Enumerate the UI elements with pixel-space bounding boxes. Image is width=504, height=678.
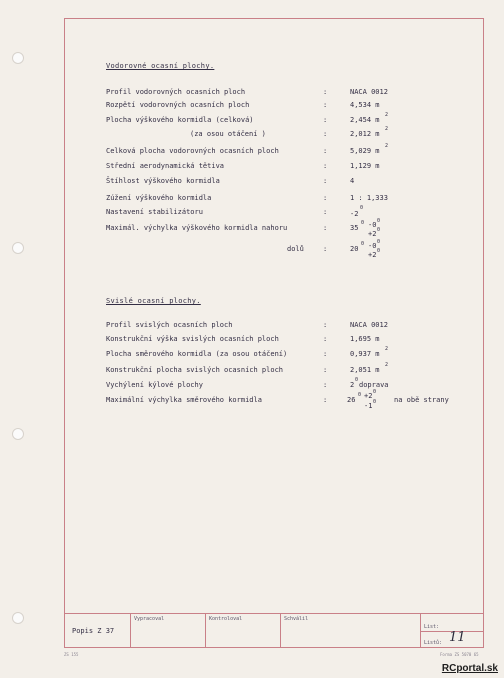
row-colon: : <box>323 396 328 404</box>
superscript: 2 <box>385 112 389 118</box>
approved-by-label: Schválil <box>284 616 309 622</box>
titleblock-top-line <box>64 613 484 614</box>
row-colon: : <box>323 381 328 389</box>
superscript: 0 <box>355 377 359 383</box>
tolerance-lower: -1 <box>364 402 373 410</box>
titleblock-divider <box>205 613 206 648</box>
checked-by-label: Kontroloval <box>209 616 243 622</box>
row-colon: : <box>323 208 328 216</box>
row-colon: : <box>323 116 328 124</box>
superscript: 0 <box>377 248 381 254</box>
superscript: 0 <box>377 227 381 233</box>
punch-hole <box>12 242 24 254</box>
footer-left: ZS 155 <box>64 652 79 657</box>
row-colon: : <box>323 245 328 253</box>
row-label: Plocha výškového kormidla (celková) <box>106 116 254 124</box>
row-value: 35 <box>350 224 359 232</box>
row-label: Zúžení výškového kormidla <box>106 194 212 202</box>
row-label: Konstrukční výška svislých ocasních ploch <box>106 335 279 343</box>
row-colon: : <box>323 88 328 96</box>
superscript: 0 <box>361 241 365 247</box>
row-label: Nastavení stabilizátoru <box>106 208 203 216</box>
section-heading: Svislé ocasní plochy. <box>106 297 201 305</box>
row-colon: : <box>323 335 328 343</box>
tolerance-upper: +2 <box>364 392 373 400</box>
punch-hole <box>12 428 24 440</box>
row-label: Profil vodorovných ocasních ploch <box>106 88 246 96</box>
superscript: 2 <box>385 346 389 352</box>
row-value: 4,534 m <box>350 101 380 109</box>
row-label: Vychýlení kýlové plochy <box>106 381 203 389</box>
row-value: 0,937 m <box>350 350 380 358</box>
row-label: (za osou otáčení ) <box>190 130 266 138</box>
titleblock-divider <box>130 613 131 648</box>
sheet-count-label: Listů: <box>424 640 443 646</box>
superscript: 2 <box>385 143 389 149</box>
section-heading: Vodorovné ocasní plochy. <box>106 62 215 70</box>
row-colon: : <box>323 366 328 374</box>
superscript: 0 <box>360 205 364 211</box>
punch-hole <box>12 612 24 624</box>
row-value: 2,051 m <box>350 366 380 374</box>
row-label: Střední aerodynamická tětiva <box>106 162 225 170</box>
superscript: 0 <box>358 392 362 398</box>
superscript: 0 <box>373 399 377 405</box>
prepared-by-label: Vypracoval <box>134 616 165 622</box>
row-value: 5,029 m <box>350 147 380 155</box>
row-value: NACA 0012 <box>350 321 388 329</box>
document-name: Popis Z 37 <box>72 627 115 635</box>
row-suffix: doprava <box>359 381 389 389</box>
row-label: dolů <box>287 245 304 253</box>
row-value: NACA 0012 <box>350 88 388 96</box>
row-colon: : <box>323 162 328 170</box>
row-value: 1 : 1,333 <box>350 194 388 202</box>
row-label: Profil svislých ocasních ploch <box>106 321 233 329</box>
row-value: 4 <box>350 177 355 185</box>
page-frame <box>64 18 484 648</box>
row-label: Štíhlost výškového kormidla <box>106 177 220 185</box>
row-label: Rozpětí vodorovných ocasních ploch <box>106 101 250 109</box>
row-label: Plocha směrového kormidla (za osou otáčení) <box>106 350 288 358</box>
superscript: 2 <box>385 126 389 132</box>
punch-hole <box>12 52 24 64</box>
row-value: 1,129 m <box>350 162 380 170</box>
row-value: 2,454 m <box>350 116 380 124</box>
row-colon: : <box>323 101 328 109</box>
superscript: 0 <box>373 389 377 395</box>
row-label: Konstrukční plocha svislých ocasních ploch <box>106 366 284 374</box>
row-colon: : <box>323 147 328 155</box>
row-label: Maximál. výchylka výškového kormidla nahoru <box>106 224 288 232</box>
superscript: 0 <box>377 218 381 224</box>
footer-right: Forma ZS 5070 65 <box>440 652 479 657</box>
row-value: 2,012 m <box>350 130 380 138</box>
superscript: 0 <box>377 239 381 245</box>
row-value: 2 <box>350 381 355 389</box>
row-label: Maximální výchylka směrového kormidla <box>106 396 262 404</box>
sheet-number: 11 <box>449 630 466 645</box>
tolerance-lower: +2 <box>368 230 377 238</box>
row-value: 1,695 m <box>350 335 380 343</box>
tolerance-upper: -0 <box>368 221 377 229</box>
row-colon: : <box>323 177 328 185</box>
superscript: 0 <box>361 220 365 226</box>
superscript: 2 <box>385 362 389 368</box>
watermark: RCportal.sk <box>441 663 498 674</box>
row-note: na obě strany <box>394 396 449 404</box>
sheet-label: List: <box>424 624 440 630</box>
titleblock-divider <box>280 613 281 648</box>
row-colon: : <box>323 194 328 202</box>
row-value: -2 <box>350 210 359 218</box>
row-colon: : <box>323 350 328 358</box>
row-colon: : <box>323 321 328 329</box>
row-colon: : <box>323 130 328 138</box>
tolerance-lower: +2 <box>368 251 377 259</box>
row-value: 26 <box>347 396 356 404</box>
row-label: Celková plocha vodorovných ocasních ploch <box>106 147 279 155</box>
tolerance-upper: -0 <box>368 242 377 250</box>
row-value: 20 <box>350 245 359 253</box>
row-colon: : <box>323 224 328 232</box>
